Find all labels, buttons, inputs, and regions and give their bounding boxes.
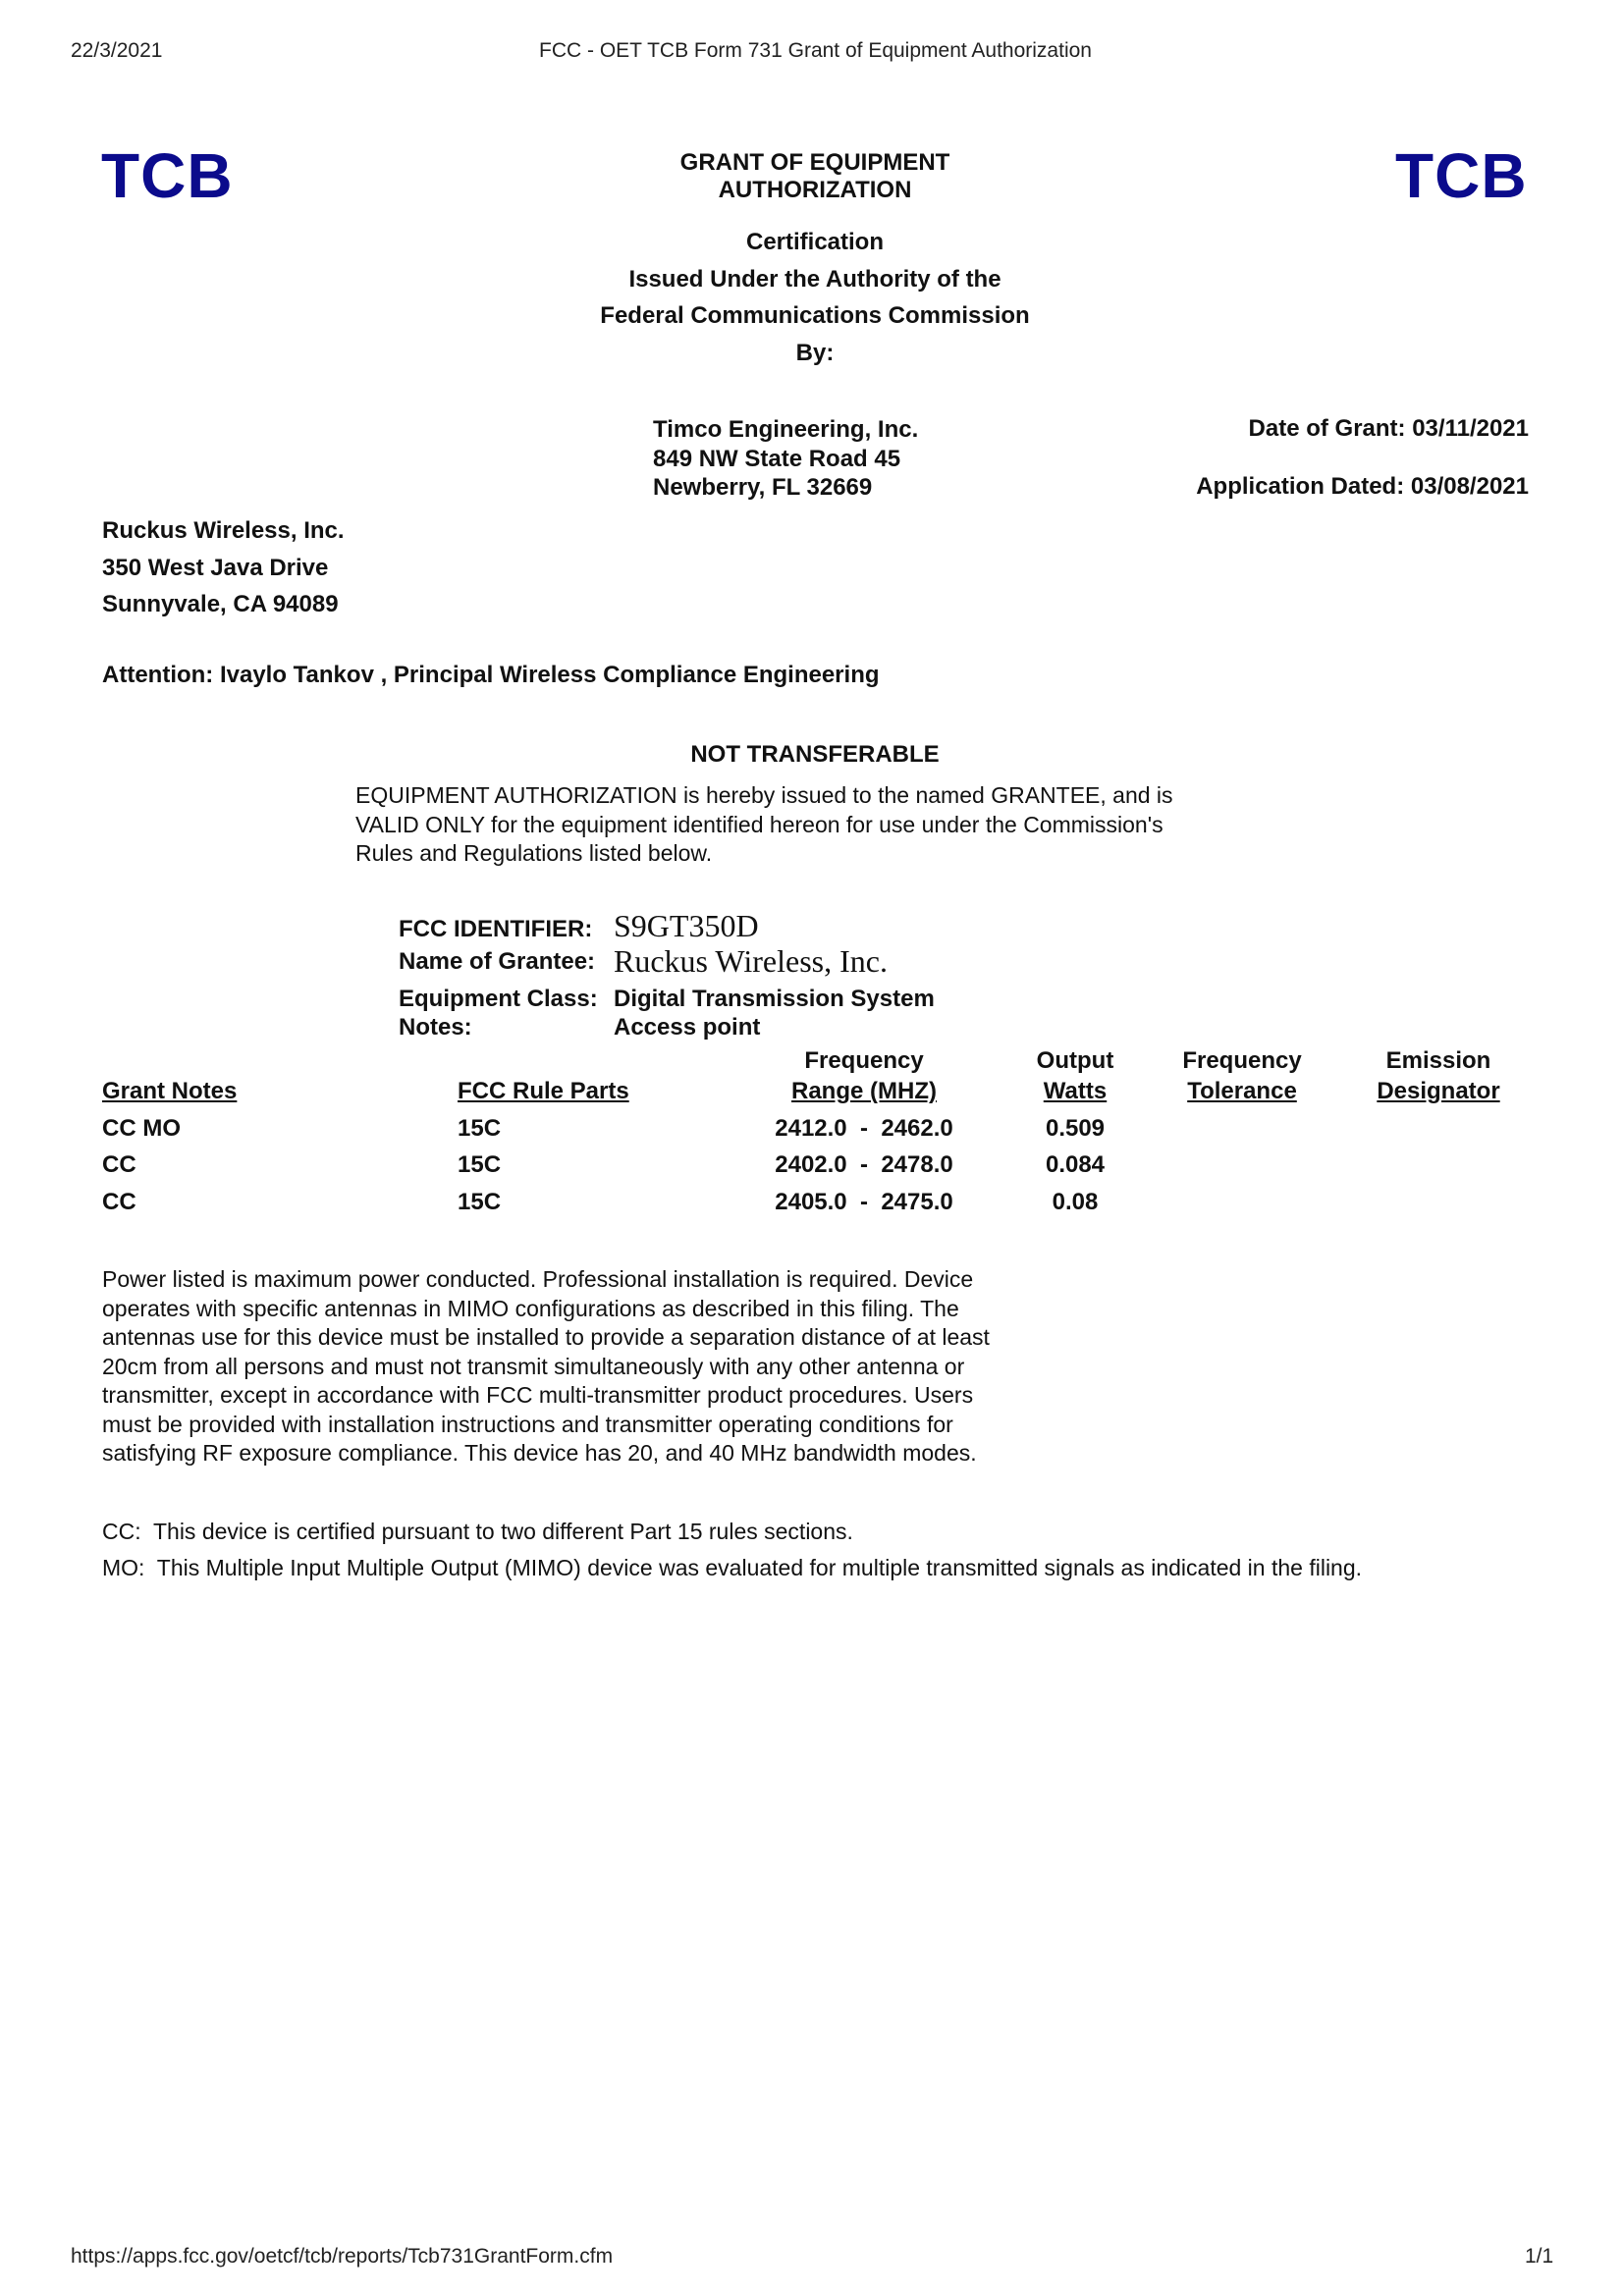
authority-line: Issued Under the Authority of the (628, 265, 1001, 293)
power-note-line: operates with specific antennas in MIMO configurations as described in this filing. The (102, 1295, 959, 1321)
commission-line: Federal Communications Commission (600, 302, 1030, 329)
output-header-bottom: Watts (1043, 1078, 1108, 1104)
power-note-line: Power listed is maximum power conducted. Professional installation is required. Device (102, 1266, 974, 1292)
issuer-block (653, 415, 918, 503)
freq-header-top: Frequency (804, 1047, 924, 1074)
table-row-1-range: 2412.0 - 2462.0 (775, 1115, 953, 1142)
output-header-top: Output (1036, 1047, 1114, 1074)
grantee-name: Ruckus Wireless, Inc. (102, 517, 345, 544)
tolerance-header-top: Frequency (1182, 1047, 1302, 1074)
tcb-logo-left: TCB (101, 140, 234, 211)
power-note-line: must be provided with installation instructions and transmitter operating conditions for (102, 1411, 953, 1437)
issuer-address-line2: Newberry, FL 32669 (653, 474, 873, 501)
print-page-number: 1/1 (1525, 2245, 1554, 2268)
table-row-1-watts: 0.509 (1045, 1115, 1106, 1142)
power-note-line: satisfying RF exposure compliance. This device has 20, and 40 MHz bandwidth modes. (102, 1440, 977, 1466)
issuer-address-line1: 849 NW State Road 45 (653, 445, 901, 472)
authorization-statement (355, 781, 1173, 869)
table-row-1-rule: 15C (458, 1115, 502, 1142)
grantee-city: Sunnyvale, CA 94089 (102, 591, 339, 617)
authorization-line3: Rules and Regulations listed below. (355, 840, 713, 866)
tolerance-header-bottom: Tolerance (1187, 1078, 1297, 1104)
print-url: https://apps.fcc.gov/oetcf/tcb/reports/Tcb731GrantForm.cfm (71, 2245, 614, 2268)
by-line: By: (795, 339, 835, 366)
equipment-class-label: Equipment Class: (399, 986, 598, 1012)
grantee-name-label: Name of Grantee: (399, 948, 596, 975)
grant-title-line2: AUTHORIZATION (718, 177, 912, 203)
mo-footnote: MO: This Multiple Input Multiple Output (MIMO) device was evaluated for multiple transmitted signals as indicated in the filing. (102, 1555, 1363, 1580)
grant-title-line1: GRANT OF EQUIPMENT (679, 149, 950, 176)
emission-header-bottom: Designator (1377, 1078, 1500, 1104)
tcb-logo-right: TCB (1395, 140, 1528, 211)
table-row-3-watts: 0.08 (1052, 1189, 1099, 1215)
equipment-class-value: Digital Transmission System (614, 986, 935, 1012)
table-row-2-notes: CC (102, 1151, 136, 1178)
freq-header-bottom: Range (MHZ) (791, 1078, 937, 1104)
power-notes-paragraph (102, 1265, 1182, 1468)
grantee-street: 350 West Java Drive (102, 554, 329, 581)
print-date: 22/3/2021 (71, 39, 163, 62)
emission-header-top: Emission (1385, 1047, 1491, 1074)
cc-footnote: CC: This device is certified pursuant to two different Part 15 rules sections. (102, 1519, 853, 1544)
table-row-2-range: 2402.0 - 2478.0 (775, 1151, 953, 1178)
grant-notes-header: Grant Notes (102, 1078, 238, 1104)
date-of-grant: Date of Grant: 03/11/2021 (1248, 415, 1529, 442)
grant-title (569, 149, 1060, 204)
fcc-id-value: S9GT350D (614, 908, 759, 943)
power-note-line: transmitter, except in accordance with FCC multi-transmitter product procedures. Users (102, 1382, 974, 1408)
print-title: FCC - OET TCB Form 731 Grant of Equipment Authorization (539, 39, 1092, 62)
grant-subtitle (520, 224, 1109, 371)
issuer-name: Timco Engineering, Inc. (653, 416, 919, 443)
authorization-line2: VALID ONLY for the equipment identified hereon for use under the Commission's (355, 811, 1163, 837)
table-row-3-rule: 15C (458, 1189, 502, 1215)
attention-line: Attention: Ivaylo Tankov , Principal Wireless Compliance Engineering (102, 662, 880, 688)
grantee-address (102, 512, 345, 623)
not-transferable-label: NOT TRANSFERABLE (690, 741, 940, 768)
application-date: Application Dated: 03/08/2021 (1196, 473, 1529, 500)
notes-value: Access point (614, 1014, 761, 1041)
table-row-1-notes: CC MO (102, 1115, 181, 1142)
certification-label: Certification (745, 229, 884, 255)
rule-parts-header: FCC Rule Parts (458, 1078, 629, 1104)
grantee-name-value: Ruckus Wireless, Inc. (614, 943, 888, 979)
power-note-line: antennas use for this device must be installed to provide a separation distance of at least (102, 1324, 990, 1350)
table-row-3-notes: CC (102, 1189, 136, 1215)
notes-label: Notes: (399, 1014, 472, 1041)
table-row-2-rule: 15C (458, 1151, 502, 1178)
power-note-line: 20cm from all persons and must not transmit simultaneously with any other antenna or (102, 1353, 965, 1379)
table-row-2-watts: 0.084 (1045, 1151, 1106, 1178)
authorization-line1: EQUIPMENT AUTHORIZATION is hereby issued to the named GRANTEE, and is (355, 782, 1173, 808)
table-row-3-range: 2405.0 - 2475.0 (775, 1189, 953, 1215)
fcc-id-label: FCC IDENTIFIER: (399, 916, 593, 942)
